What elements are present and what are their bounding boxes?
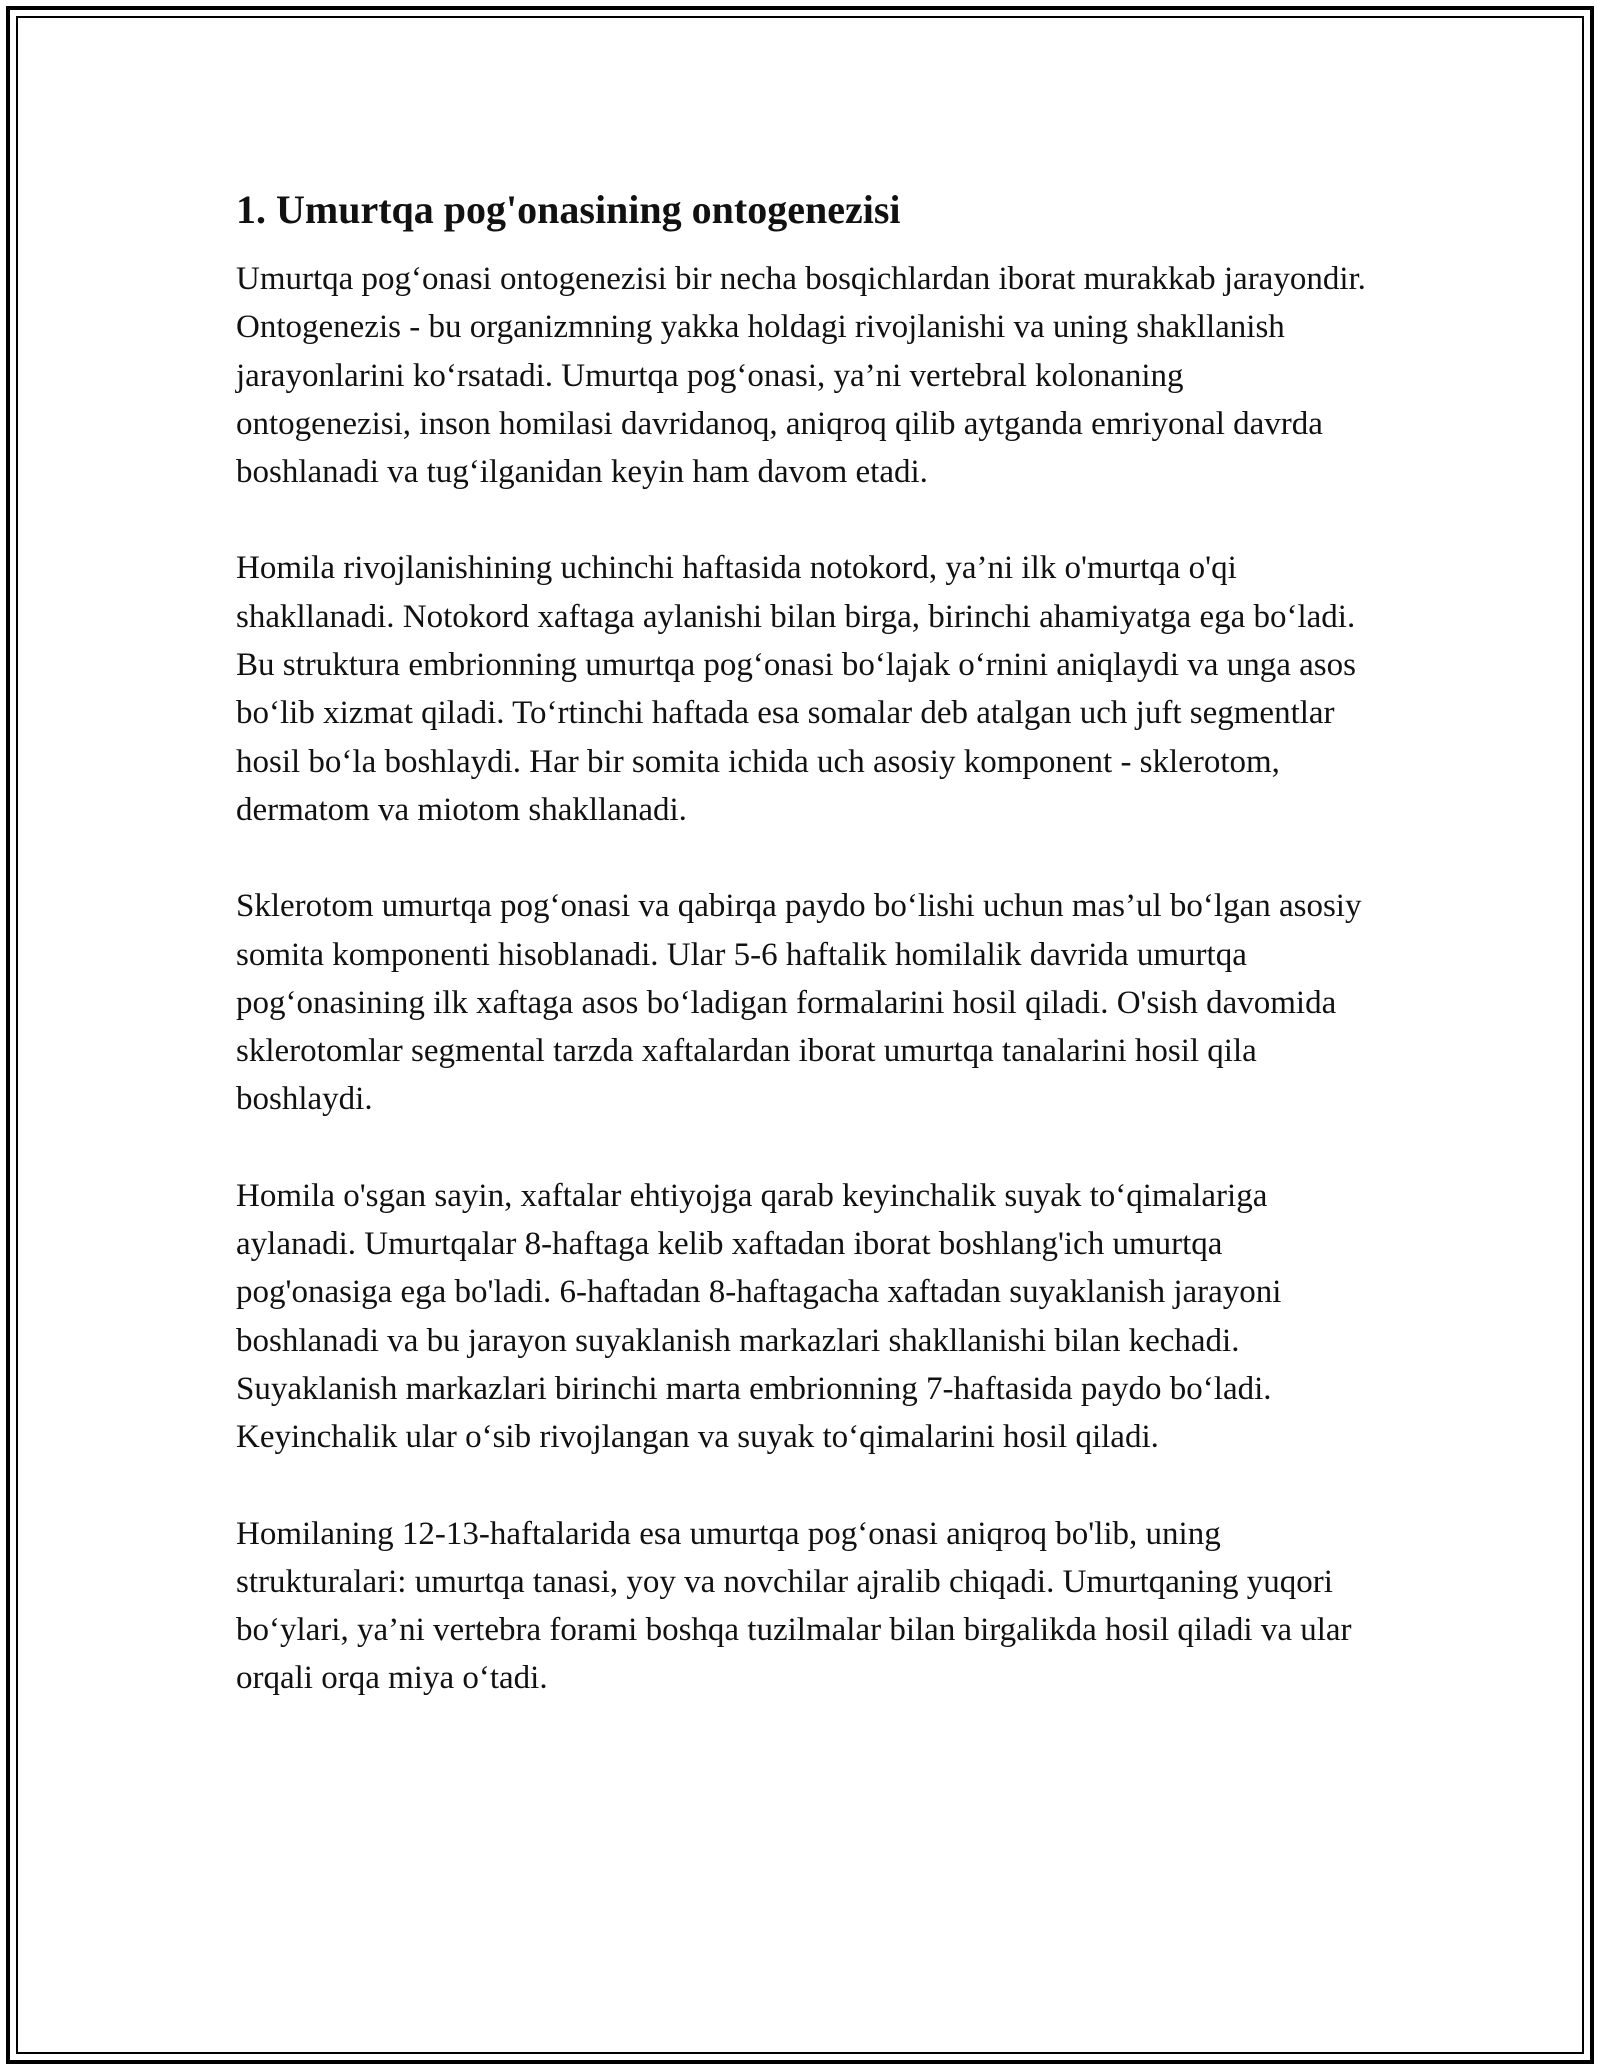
paragraph-3: Sklerotom umurtqa pog‘onasi va qabirqa paydo bo‘lishi uchun mas’ul bo‘lgan asosiy somita komponenti hisoblanadi. Ular 5-6 haftalik homilalik davrida umurtqa pog‘onasining ilk xaftaga asos bo‘ladigan formalarini hosil qiladi. O'sish davomida sklerotomlar segmental tarzda xaftalardan iborat umurtqa tanalarini hosil qila boshlaydi. xyxy=(236,888,1362,1118)
section-title: 1. Umurtqa pog'onasining ontogenezisi xyxy=(236,187,901,232)
paragraph-4: Homila o'sgan sayin, xaftalar ehtiyojga qarab keyinchalik suyak to‘qimalariga aylanadi. Umurtqalar 8-haftaga kelib xaftadan iborat boshlang'ich umurtqa pog'onasiga ega bo'ladi. 6-haftadan 8-haftagacha xaftadan suyaklanish jarayoni boshlanadi va bu jarayon suyaklanish markazlari shakllanishi bilan kechadi. Suyaklanish markazlari birinchi marta embrionning 7-haftasida paydo bo‘ladi. Keyinchalik ular o‘sib rivojlangan va suyak to‘qimalarini hosil qiladi. xyxy=(236,1177,1282,1456)
document-body xyxy=(236,185,1366,1751)
paragraph-1: Umurtqa pog‘onasi ontogenezisi bir necha bosqichlardan iborat murakkab jarayondir. Ontogenezis - bu organizmning yakka holdagi rivojlanishi va uning shakllanish jarayonlarini ko‘rsatadi. Umurtqa pog‘onasi, ya’ni vertebral kolonaning ontogenezisi, inson homilasi davridanoq, aniqroq qilib aytganda emriyonal davrda boshlanadi va tug‘ilganidan keyin ham davom etadi. xyxy=(236,261,1366,491)
paragraph-5: Homilaning 12-13-haftalarida esa umurtqa pog‘onasi aniqroq bo'lib, uning strukturalari: umurtqa tanasi, yoy va novchilar ajralib chiqadi. Umurtqaning yuqori bo‘ylari, ya’ni vertebra forami boshqa tuzilmalar bilan birgalikda hosil qiladi va ular orqali orqa miya o‘tadi. xyxy=(236,1515,1352,1697)
paragraph-2: Homila rivojlanishining uchinchi haftasida notokord, ya’ni ilk o'murtqa o'qi shakllanadi. Notokord xaftaga aylanishi bilan birga, birinchi ahamiyatga ega bo‘ladi. Bu struktura embrionning umurtqa pog‘onasi bo‘lajak o‘rnini aniqlaydi va unga asos bo‘lib xizmat qiladi. To‘rtinchi haftada esa somalar deb atalgan uch juft segmentlar hosil bo‘la boshlaydi. Har bir somita ichida uch asosiy komponent - sklerotom, dermatom va miotom shakllanadi. xyxy=(236,550,1356,828)
